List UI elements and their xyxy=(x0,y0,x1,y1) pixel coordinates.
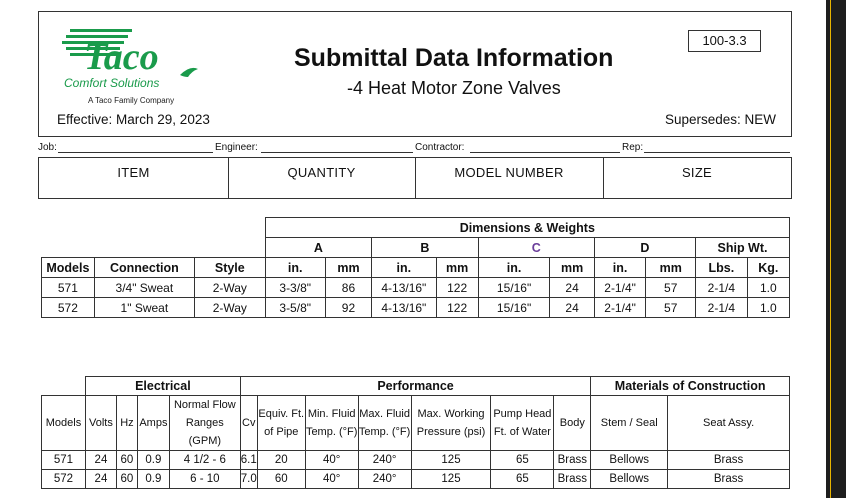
col-header: Cv xyxy=(240,396,257,451)
col-header: Style xyxy=(194,258,265,278)
col-header: Max. Fluid xyxy=(359,408,410,420)
group-ship-wt: Ship Wt. xyxy=(696,238,790,258)
cell: 24 xyxy=(550,298,594,318)
table-row xyxy=(42,470,790,489)
cell: 3/4" Sweat xyxy=(94,278,194,298)
size-label: SIZE xyxy=(681,165,713,180)
cell: 57 xyxy=(646,298,696,318)
col-header: Lbs. xyxy=(696,258,748,278)
cell: 60 xyxy=(116,451,137,470)
job-info-row xyxy=(38,142,790,154)
cell: Brass xyxy=(668,451,790,470)
contractor-field[interactable] xyxy=(470,152,620,153)
page-title: Submittal Data Information xyxy=(294,44,614,72)
contractor-label: Contractor: xyxy=(415,142,465,153)
cell: 3-3/8" xyxy=(265,278,325,298)
col-header: Pump Head xyxy=(493,408,552,420)
cell: 1.0 xyxy=(747,298,789,318)
cell: 125 xyxy=(411,470,491,489)
col-header: Min. Fluid xyxy=(307,408,356,420)
col-header: mm xyxy=(325,258,371,278)
cell: 2-Way xyxy=(194,298,265,318)
job-field[interactable] xyxy=(58,152,213,153)
cell: 4 1/2 - 6 xyxy=(169,451,240,470)
cell: 2-1/4" xyxy=(594,278,646,298)
table-row xyxy=(42,451,790,470)
quantity-label: QUANTITY xyxy=(287,165,356,180)
cell: 4-13/16" xyxy=(372,278,436,298)
model-number-label: MODEL NUMBER xyxy=(454,165,564,180)
dimensions-title: Dimensions & Weights xyxy=(265,218,789,238)
size-cell[interactable] xyxy=(603,158,791,198)
col-header: Max. Working xyxy=(417,408,485,420)
cell: Brass xyxy=(668,470,790,489)
cell: Bellows xyxy=(591,451,668,470)
quantity-cell[interactable] xyxy=(228,158,416,198)
cell: 240° xyxy=(358,451,411,470)
col-header: Models xyxy=(42,396,86,451)
col-header: Models xyxy=(42,258,95,278)
cell: 4-13/16" xyxy=(372,298,436,318)
col-header: Connection xyxy=(94,258,194,278)
col-header: Normal Flow xyxy=(173,399,236,411)
col-header: Temp. (°F) xyxy=(305,426,358,438)
group-c: C xyxy=(478,238,594,258)
logo-tagline: Comfort Solutions xyxy=(64,76,160,90)
rep-field[interactable] xyxy=(644,152,790,153)
cell: 1" Sweat xyxy=(94,298,194,318)
col-header: in. xyxy=(372,258,436,278)
cell: 65 xyxy=(491,470,554,489)
cell: 2-Way xyxy=(194,278,265,298)
item-label: ITEM xyxy=(117,165,150,180)
cell: Bellows xyxy=(591,470,668,489)
engineer-label: Engineer: xyxy=(215,142,258,153)
cell: 24 xyxy=(85,470,116,489)
supersedes-label: Supersedes: NEW xyxy=(664,112,776,127)
col-header: in. xyxy=(265,258,325,278)
engineer-field[interactable] xyxy=(261,152,413,153)
cell: 60 xyxy=(257,470,305,489)
cell: 57 xyxy=(646,278,696,298)
table-row xyxy=(42,278,790,298)
logo-family: A Taco Family Company xyxy=(88,96,175,105)
item-header-box xyxy=(38,157,792,199)
cell: 122 xyxy=(436,278,478,298)
cell: 60 xyxy=(116,470,137,489)
col-header: mm xyxy=(436,258,478,278)
cell: 240° xyxy=(358,470,411,489)
cell: 92 xyxy=(325,298,371,318)
col-header: Hz xyxy=(116,396,137,451)
cell: 2-1/4 xyxy=(696,298,748,318)
col-header: Pressure (psi) xyxy=(416,426,486,438)
cell: 572 xyxy=(42,298,95,318)
cell: 571 xyxy=(42,451,86,470)
dimensions-table xyxy=(41,217,790,318)
cell: 24 xyxy=(550,278,594,298)
cell: 571 xyxy=(42,278,95,298)
table-row xyxy=(42,298,790,318)
window-edge xyxy=(826,0,846,498)
cell: 122 xyxy=(436,298,478,318)
col-header: Seat Assy. xyxy=(668,396,790,451)
col-header: Equiv. Ft. xyxy=(258,408,305,420)
cell: 572 xyxy=(42,470,86,489)
cell: 3-5/8" xyxy=(265,298,325,318)
cell: 1.0 xyxy=(747,278,789,298)
cell: 15/16" xyxy=(478,278,550,298)
col-header: of Pipe xyxy=(264,426,299,438)
col-header: in. xyxy=(478,258,550,278)
group-a: A xyxy=(265,238,372,258)
model-number-cell[interactable] xyxy=(415,158,604,198)
effective-date: Effective: March 29, 2023 xyxy=(57,112,210,127)
cell: 40° xyxy=(305,470,358,489)
taco-logo xyxy=(62,23,202,107)
cell: 6 - 10 xyxy=(169,470,240,489)
col-header: Temp. (°F) xyxy=(358,426,411,438)
cell: 24 xyxy=(85,451,116,470)
rep-label: Rep: xyxy=(622,142,644,153)
group-b: B xyxy=(372,238,479,258)
col-header: mm xyxy=(550,258,594,278)
cell: 86 xyxy=(325,278,371,298)
cell: 65 xyxy=(491,451,554,470)
logo-brand: Taco xyxy=(84,36,159,78)
col-header: Kg. xyxy=(747,258,789,278)
taco-logo-icon xyxy=(62,23,202,107)
cell: 2-1/4 xyxy=(696,278,748,298)
col-header: Amps xyxy=(137,396,169,451)
cell: 125 xyxy=(411,451,491,470)
cell: 15/16" xyxy=(478,298,550,318)
cell: Brass xyxy=(554,451,591,470)
cell: 0.9 xyxy=(137,451,169,470)
group-materials: Materials of Construction xyxy=(591,377,790,396)
col-header: Body xyxy=(554,396,591,451)
group-d: D xyxy=(594,238,695,258)
col-header: mm xyxy=(646,258,696,278)
job-label: Job: xyxy=(38,142,57,153)
performance-table xyxy=(41,376,790,489)
col-header: Ft. of Water xyxy=(493,426,551,438)
doc-number-box: 100-3.3 xyxy=(688,30,761,52)
group-electrical: Electrical xyxy=(85,377,240,396)
item-cell[interactable] xyxy=(39,158,229,198)
col-header: Stem / Seal xyxy=(591,396,668,451)
cell: 0.9 xyxy=(137,470,169,489)
cell: 7.0 xyxy=(240,470,257,489)
col-header: in. xyxy=(594,258,646,278)
cell: 20 xyxy=(257,451,305,470)
cell: 2-1/4" xyxy=(594,298,646,318)
col-header: Volts xyxy=(85,396,116,451)
cell: Brass xyxy=(554,470,591,489)
cell: 40° xyxy=(305,451,358,470)
page-subtitle: -4 Heat Motor Zone Valves xyxy=(347,78,561,98)
cell: 6.1 xyxy=(240,451,257,470)
col-header: Ranges (GPM) xyxy=(185,417,224,447)
group-performance: Performance xyxy=(240,377,591,396)
